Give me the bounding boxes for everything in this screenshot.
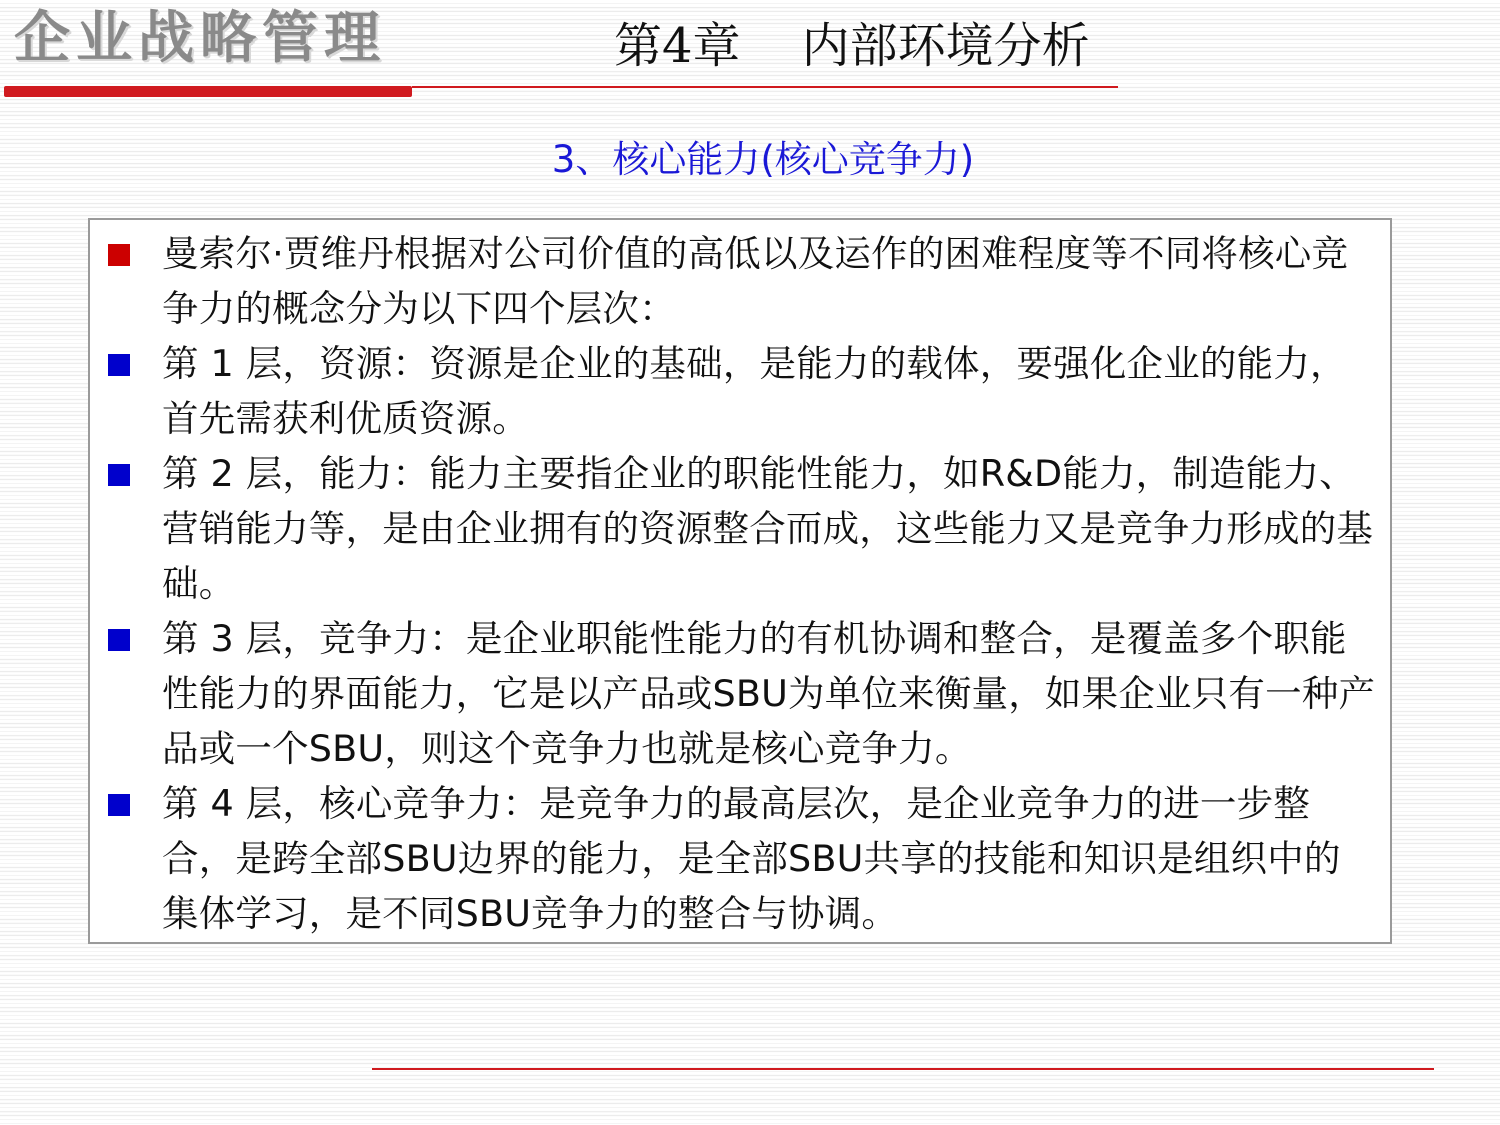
header-divider-line xyxy=(412,86,1118,88)
bullet-item xyxy=(90,336,1390,446)
bullet-item xyxy=(90,611,1390,776)
footer-divider-line xyxy=(372,1068,1434,1070)
brand-underline-bar xyxy=(4,86,412,97)
square-bullet-icon xyxy=(108,794,130,816)
content-box xyxy=(88,218,1392,944)
square-bullet-icon xyxy=(108,629,130,651)
bullet-item xyxy=(90,776,1390,941)
bullet-text: 第 3 层，竞争力：是企业职能性能力的有机协调和整合，是覆盖多个职能性能力的界面能力，它是以产品或SBU为单位来衡量，如果企业只有一种产品或一个SBU，则这个竞争力也就是核心竞争力。 xyxy=(162,617,1376,770)
square-bullet-icon xyxy=(108,464,130,486)
brand-title: 企业战略管理 xyxy=(14,5,386,71)
bullet-text: 第 2 层，能力：能力主要指企业的职能性能力，如R&D能力，制造能力、营销能力等，是由企业拥有的资源整合而成，这些能力又是竞争力形成的基础。 xyxy=(162,452,1374,605)
bullet-list xyxy=(90,220,1390,941)
bullet-text: 第 1 层，资源：资源是企业的基础，是能力的载体，要强化企业的能力，首先需获利优质资源。 xyxy=(162,342,1347,440)
chapter-title: 第4章 内部环境分析 xyxy=(614,18,1090,74)
square-bullet-icon xyxy=(108,354,130,376)
bullet-text: 第 4 层，核心竞争力：是竞争力的最高层次，是企业竞争力的进一步整合，是跨全部SBU边界的能力，是全部SBU共享的技能和知识是组织中的集体学习，是不同SBU竞争力的整合与协调。 xyxy=(162,782,1341,935)
square-bullet-icon xyxy=(108,244,130,266)
bullet-item xyxy=(90,446,1390,611)
bullet-item xyxy=(90,226,1390,336)
bullet-text: 曼索尔·贾维丹根据对公司价值的高低以及运作的困难程度等不同将核心竞争力的概念分为以下四个层次： xyxy=(162,232,1349,330)
section-heading: 3、核心能力(核心竞争力) xyxy=(551,138,975,181)
